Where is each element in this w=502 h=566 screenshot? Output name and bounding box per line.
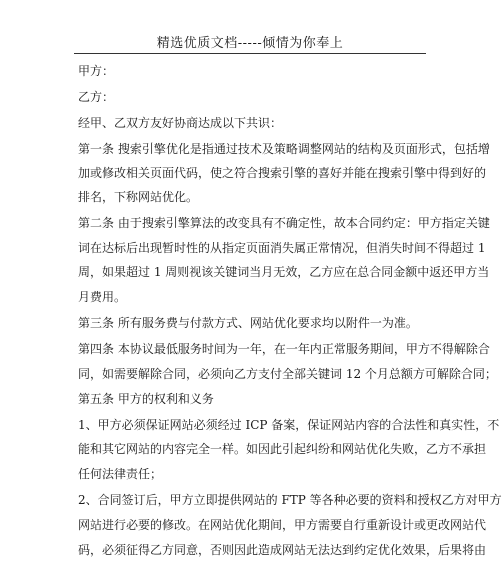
header-divider — [74, 53, 426, 54]
article-2-line-4: 月费用。 — [78, 290, 127, 304]
clause-2-line-1: 2、合同签订后，甲方立即提供网站的 FTP 等各种必要的资料和授权乙方对甲方 — [78, 493, 502, 507]
consensus-line: 经甲、乙双方友好协商达成以下共识： — [78, 116, 283, 130]
article-1-line-1: 第一条 搜索引擎优化是指通过技术及策略调整网站的结构及页面形式，包括增 — [78, 142, 490, 156]
clause-1-line-2: 能和其它网站的内容完全一样。如因此引起纠纷和网站优化失败，乙方不承担 — [78, 442, 487, 456]
article-1-line-2: 加或修改相关页面代码，使之符合搜索引擎的喜好并能在搜索引擎中得到好的 — [78, 166, 487, 180]
article-4-line-1: 第四条 本协议最低服务时间为一年，在一年内正常服务期间，甲方不得解除合 — [78, 342, 490, 356]
clause-2-line-2: 网站进行必要的修改。在网站优化期间，甲方需要自行重新设计或更改网站代 — [78, 518, 487, 532]
article-2-line-2: 词在达标后出现暂时性的从指定页面消失属正常情况，但消失时间不得超过 1 — [78, 241, 486, 255]
article-1-line-3: 排名，下称网站优化。 — [78, 190, 199, 204]
article-2-line-1: 第二条 由于搜索引擎算法的改变具有不确定性，故本合同约定：甲方指定关键 — [78, 216, 490, 230]
article-4-line-2: 同，如需要解除合同，必须向乙方支付全部关键词 12 个月总额方可解除合同； — [78, 367, 497, 381]
clause-1-line-1: 1、甲方必须保证网站必须经过 ICP 备案，保证网站内容的合法性和真实性，不 — [78, 418, 500, 432]
article-2-line-3: 周，如果超过 1 周则视该关键词当月无效，乙方应在总合同金额中返还甲方当 — [78, 265, 490, 279]
document-header: 精选优质文档-----倾情为你奉上 — [156, 36, 344, 51]
clause-1-line-3: 任何法律责任； — [78, 467, 163, 481]
article-5-heading: 第五条 甲方的权利和义务 — [78, 392, 214, 406]
party-a-line: 甲方： — [78, 64, 115, 78]
clause-2-line-3: 码，必须征得乙方同意，否则因此造成网站无法达到约定优化效果，后果将由 — [78, 543, 487, 557]
article-3-line-1: 第三条 所有服务费与付款方式、网站优化要求均以附件一为准。 — [78, 316, 418, 330]
party-b-line: 乙方： — [78, 90, 115, 104]
